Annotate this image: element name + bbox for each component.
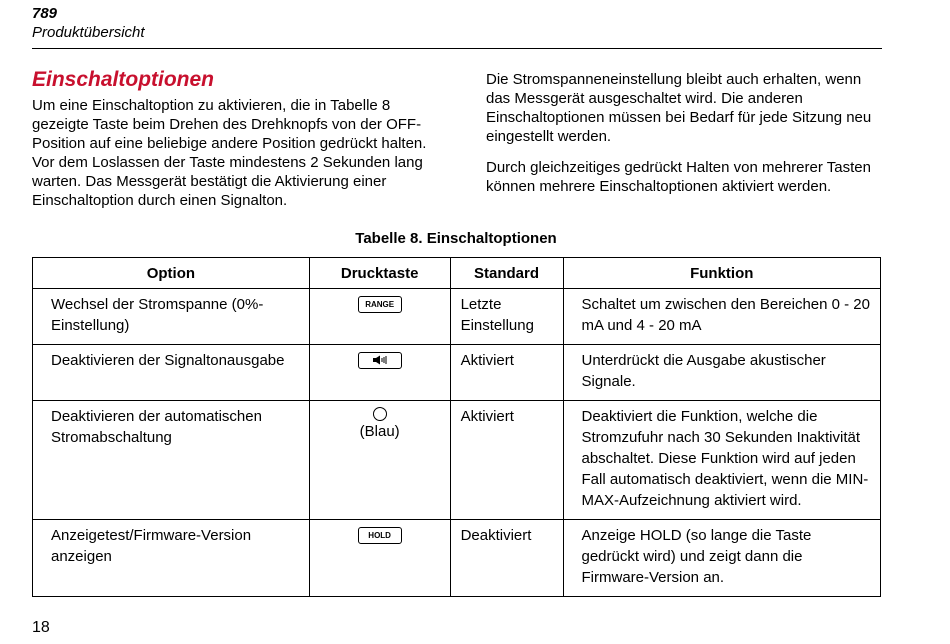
key-cell bbox=[309, 401, 450, 520]
option-cell: Anzeigetest/Firmware-Version anzeigen bbox=[33, 520, 310, 597]
table-header-row bbox=[33, 258, 881, 289]
option-cell: Wechsel der Stromspanne (0%-Einstellung) bbox=[33, 289, 310, 345]
column-header-key: Drucktaste bbox=[309, 258, 450, 289]
section-title: Einschaltoptionen bbox=[32, 68, 215, 91]
blue-circle-key-icon bbox=[373, 407, 387, 421]
speaker-key-icon bbox=[358, 352, 402, 369]
function-cell: Deaktiviert die Funktion, welche die Stromzufuhr nach 30 Sekunden Inaktivität abschaltet. Diese Funktion wird auf jeden Fall automatisch deaktiviert, wenn die MIN-MAX-Aufzeichnung aktiviert wird. bbox=[563, 401, 881, 520]
right-paragraph-1: Die Stromspanneneinstellung bleibt auch erhalten, wenn das Messgerät ausgeschaltet wird. Die anderen Einschaltoptionen müssen bei Bedarf für jede Sitzung neu eingestellt werden. bbox=[486, 71, 872, 145]
range-key-icon: RANGE bbox=[358, 296, 402, 313]
power-on-options-table bbox=[32, 257, 881, 597]
default-cell: Aktiviert bbox=[450, 401, 563, 520]
table-row bbox=[33, 345, 881, 401]
right-column bbox=[486, 70, 886, 208]
option-cell: Deaktivieren der automatischen Stromabschaltung bbox=[33, 401, 310, 520]
key-label: (Blau) bbox=[359, 423, 400, 440]
default-cell: Letzte Einstellung bbox=[450, 289, 563, 345]
manual-chapter-title: Produktübersicht bbox=[32, 24, 145, 41]
left-paragraph: Um eine Einschaltoption zu aktivieren, die in Tabelle 8 gezeigte Taste beim Drehen des Drehknopfs von der OFF-Position auf eine beliebige andere Position gedrückt halten. Vor dem Loslassen der Taste mindestens 2 Sekunden lang warten. Das Messgerät bestätigt die Aktivierung einer Einschaltoption durch einen Signalton. bbox=[32, 97, 427, 209]
default-cell: Aktiviert bbox=[450, 345, 563, 401]
manual-model-number: 789 bbox=[32, 5, 58, 22]
default-cell: Deaktiviert bbox=[450, 520, 563, 597]
table-caption: Tabelle 8. Einschaltoptionen bbox=[355, 230, 557, 247]
key-cell bbox=[309, 289, 450, 345]
right-paragraph-2: Durch gleichzeitiges gedrückt Halten von mehrerer Tasten können mehrere Einschaltoptionen aktiviert werden. bbox=[486, 159, 871, 195]
key-cell bbox=[309, 345, 450, 401]
page-number: 18 bbox=[32, 619, 50, 636]
function-cell: Schaltet um zwischen den Bereichen 0 - 20 mA und 4 - 20 mA bbox=[563, 289, 881, 345]
header-divider bbox=[32, 48, 882, 49]
speaker-icon bbox=[372, 355, 388, 365]
function-cell: Unterdrückt die Ausgabe akustischer Signale. bbox=[563, 345, 881, 401]
column-header-function: Funktion bbox=[563, 258, 881, 289]
table-row bbox=[33, 289, 881, 345]
function-cell: Anzeige HOLD (so lange die Taste gedrückt wird) und zeigt dann die Firmware-Version an. bbox=[563, 520, 881, 597]
option-cell: Deaktivieren der Signaltonausgabe bbox=[33, 345, 310, 401]
column-header-option: Option bbox=[33, 258, 310, 289]
table-row bbox=[33, 520, 881, 597]
column-header-default: Standard bbox=[450, 258, 563, 289]
table-row bbox=[33, 401, 881, 520]
hold-key-icon: HOLD bbox=[358, 527, 402, 544]
key-cell bbox=[309, 520, 450, 597]
